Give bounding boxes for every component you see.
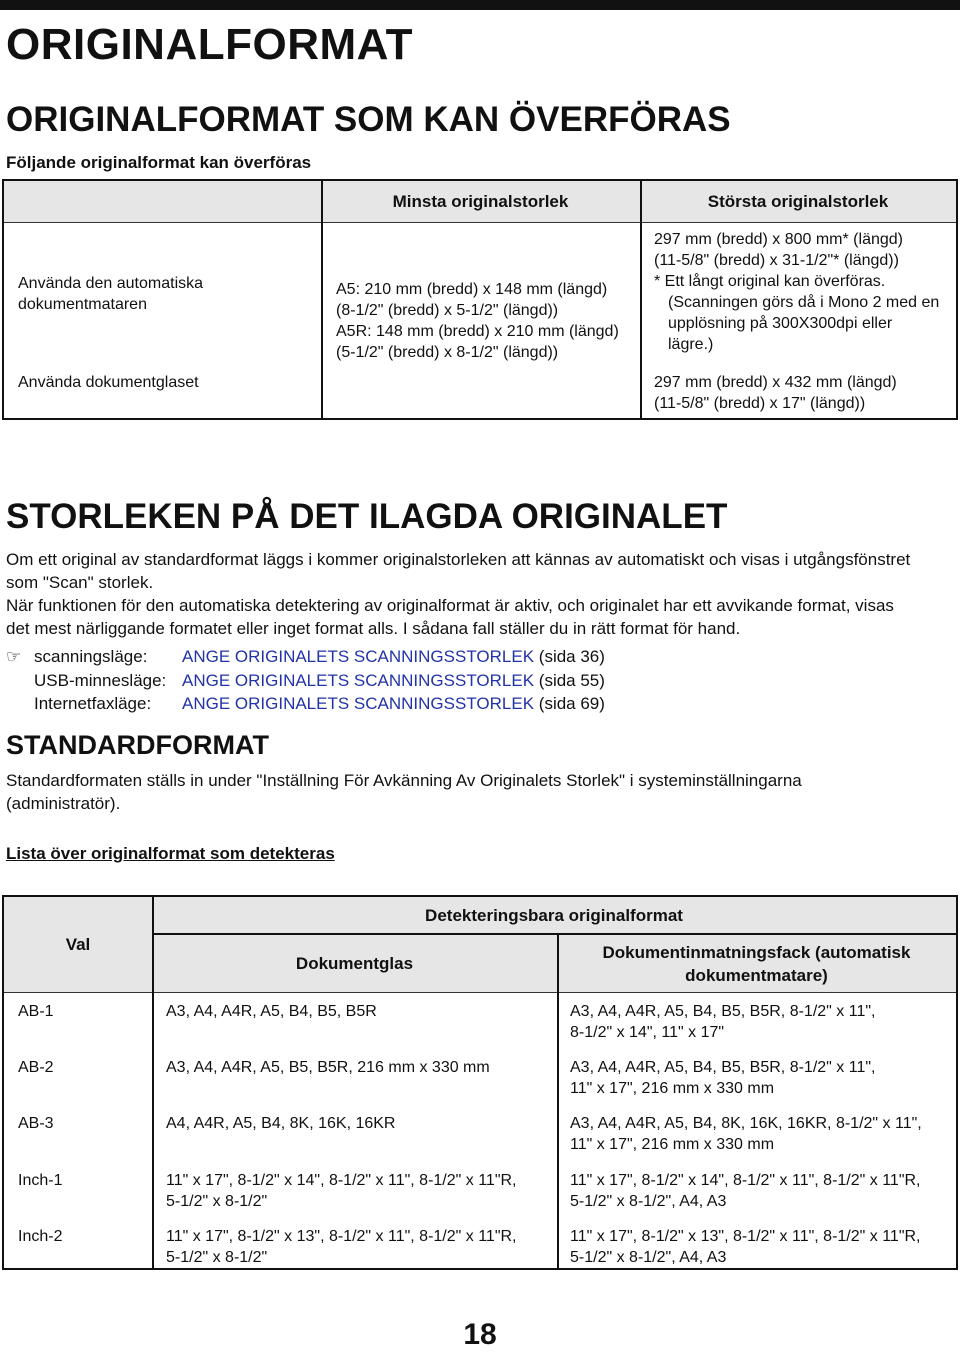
header-line: dokumentmatare)	[685, 966, 828, 985]
paragraph-line: När funktionen för den automatiska detektering av originalformat är aktiv, och originalet har ett avvikande format, visas	[6, 596, 894, 615]
max-size-glass-cell	[654, 372, 897, 414]
reference-link[interactable]: ANGE ORIGINALETS SCANNINGSSTORLEK	[182, 694, 535, 713]
row-label-adf	[18, 273, 203, 315]
min-size-line: (5-1/2" (bredd) x 8-1/2" (längd))	[336, 344, 559, 361]
cell-line: 11" x 17", 8-1/2" x 14", 8-1/2" x 11", 8-1/2" x 11"R,	[166, 1172, 517, 1189]
row-glass	[166, 1226, 517, 1268]
cell-line: 5-1/2" x 8-1/2", A4, A3	[570, 1193, 727, 1210]
note-line: (Scanningen görs då i Mono 2 med en	[668, 294, 940, 311]
header-divider	[152, 933, 956, 935]
row-glass	[166, 1057, 490, 1078]
paragraph-line: (administratör).	[6, 793, 121, 813]
top-rule	[0, 0, 960, 10]
cell-line: A3, A4, A4R, A5, B4, B5, B5R, 8-1/2" x 11",	[570, 1003, 876, 1020]
row-adf	[570, 1226, 921, 1268]
header-detectable: Detekteringsbara originalformat	[425, 906, 683, 925]
reference-label: Internetfaxläge:	[34, 694, 152, 713]
note-line: lägre.)	[668, 336, 714, 353]
row-adf	[570, 1113, 922, 1155]
section-title-standard-format: STANDARDFORMAT	[6, 730, 269, 760]
section-intro: Följande originalformat kan överföras	[6, 153, 312, 172]
row-val: AB-2	[18, 1059, 54, 1076]
cell-line: A3, A4, A4R, A5, B4, B5, B5R, 8-1/2" x 11",	[570, 1059, 876, 1076]
column-divider	[640, 181, 642, 418]
header-glass: Dokumentglas	[295, 954, 414, 973]
cell-line: A3, A4, A4R, A5, B4, B5, B5R	[166, 1003, 377, 1020]
reference-page: (sida 55)	[538, 670, 605, 690]
page-number: 18	[463, 1318, 497, 1351]
max-size-line: (11-5/8" (bredd) x 17" (längd))	[654, 395, 866, 412]
cell-line: 8-1/2" x 14", 11" x 17"	[570, 1024, 725, 1041]
column-divider	[321, 181, 323, 418]
row-val: Inch-2	[18, 1228, 63, 1245]
original-size-table	[2, 179, 958, 420]
paragraph-line: det mest närliggande formatet eller inget format alls. I sådana fall ställer du in rätt format för hand.	[6, 618, 741, 638]
cell-line: A4, A4R, A5, B4, 8K, 16K, 16KR	[166, 1115, 396, 1132]
row-glass	[166, 1001, 377, 1022]
reference-link[interactable]: ANGE ORIGINALETS SCANNINGSSTORLEK	[182, 647, 535, 666]
max-size-line: 297 mm (bredd) x 432 mm (längd)	[654, 374, 897, 391]
header-line: Dokumentinmatningsfack (automatisk	[602, 943, 911, 962]
max-size-note	[654, 271, 944, 355]
row-glass	[166, 1170, 517, 1212]
row-adf	[570, 1057, 875, 1099]
min-size-line: A5: 210 mm (bredd) x 148 mm (längd)	[336, 281, 608, 298]
row-label-line: Använda den automatiska	[18, 275, 204, 292]
reference-item	[6, 645, 605, 669]
reference-label: scanningsläge:	[34, 647, 148, 666]
paragraph-auto-detect	[6, 549, 956, 594]
min-size-line: (8-1/2" (bredd) x 5-1/2" (längd))	[336, 302, 559, 319]
section-title-inserted-original: STORLEKEN PÅ DET ILAGDA ORIGINALET	[6, 497, 728, 536]
reference-link[interactable]: ANGE ORIGINALETS SCANNINGSSTORLEK	[182, 670, 535, 690]
reference-page: (sida 36)	[538, 647, 605, 666]
cell-line: 11" x 17", 8-1/2" x 13", 8-1/2" x 11", 8-1/2" x 11"R,	[570, 1228, 921, 1245]
page-title: ORIGINALFORMAT	[6, 20, 414, 69]
paragraph-line: Standardformaten ställs in under "Inställning För Avkänning Av Originalets Storlek" i systeminställningarna	[6, 771, 802, 790]
max-size-line: 297 mm (bredd) x 800 mm* (längd)	[654, 231, 903, 248]
note-line: * Ett långt original kan överföras.	[654, 273, 886, 290]
row-label-line: dokumentmataren	[18, 296, 147, 313]
max-size-line: (11-5/8" (bredd) x 31-1/2"* (längd))	[654, 252, 899, 269]
header-max-size: Största originalstorlek	[707, 192, 889, 211]
max-size-adf-cell	[654, 229, 903, 271]
row-val: AB-1	[18, 1003, 54, 1020]
cell-line: 5-1/2" x 8-1/2"	[166, 1249, 268, 1266]
row-adf	[570, 1001, 875, 1043]
cell-line: 5-1/2" x 8-1/2"	[166, 1193, 268, 1210]
cell-line: 11" x 17", 216 mm x 330 mm	[570, 1136, 775, 1153]
reference-item	[6, 669, 605, 693]
row-glass	[166, 1113, 395, 1134]
header-val: Val	[65, 935, 91, 954]
row-label-glass: Använda dokumentglaset	[18, 374, 199, 391]
pointing-hand-icon: ☞	[6, 647, 22, 666]
cell-line: A3, A4, A4R, A5, B5, B5R, 216 mm x 330 mm	[166, 1059, 490, 1076]
cell-line: 11" x 17", 216 mm x 330 mm	[570, 1080, 775, 1097]
cell-line: 5-1/2" x 8-1/2", A4, A3	[570, 1249, 727, 1266]
reference-item	[6, 692, 605, 716]
header-min-size: Minsta originalstorlek	[392, 192, 569, 211]
min-size-line: A5R: 148 mm (bredd) x 210 mm (längd)	[336, 323, 619, 340]
cell-line: A3, A4, A4R, A5, B4, 8K, 16K, 16KR, 8-1/2" x 11",	[570, 1115, 922, 1132]
list-subtitle: Lista över originalformat som detekteras	[6, 844, 335, 863]
min-size-cell	[336, 279, 619, 363]
reference-list	[6, 645, 605, 716]
row-val: AB-3	[18, 1115, 54, 1132]
cell-line: 11" x 17", 8-1/2" x 13", 8-1/2" x 11", 8-1/2" x 11"R,	[166, 1228, 517, 1245]
row-val: Inch-1	[18, 1172, 63, 1189]
row-adf	[570, 1170, 921, 1212]
header-adf	[557, 941, 956, 987]
note-line: upplösning på 300X300dpi eller	[668, 315, 893, 332]
paragraph-nonstandard	[6, 595, 956, 640]
paragraph-standard-format	[6, 770, 956, 815]
detected-formats-table	[2, 895, 958, 1270]
reference-label: USB-minnesläge:	[34, 670, 167, 690]
paragraph-line: som "Scan" storlek.	[6, 572, 154, 592]
cell-line: 11" x 17", 8-1/2" x 14", 8-1/2" x 11", 8-1/2" x 11"R,	[570, 1172, 921, 1189]
reference-page: (sida 69)	[538, 694, 605, 713]
section-title-transferable-formats: ORIGINALFORMAT SOM KAN ÖVERFÖRAS	[6, 100, 731, 139]
paragraph-line: Om ett original av standardformat läggs i kommer originalstorleken att kännas av automatiskt och visas i utgångsfönstret	[6, 550, 911, 569]
